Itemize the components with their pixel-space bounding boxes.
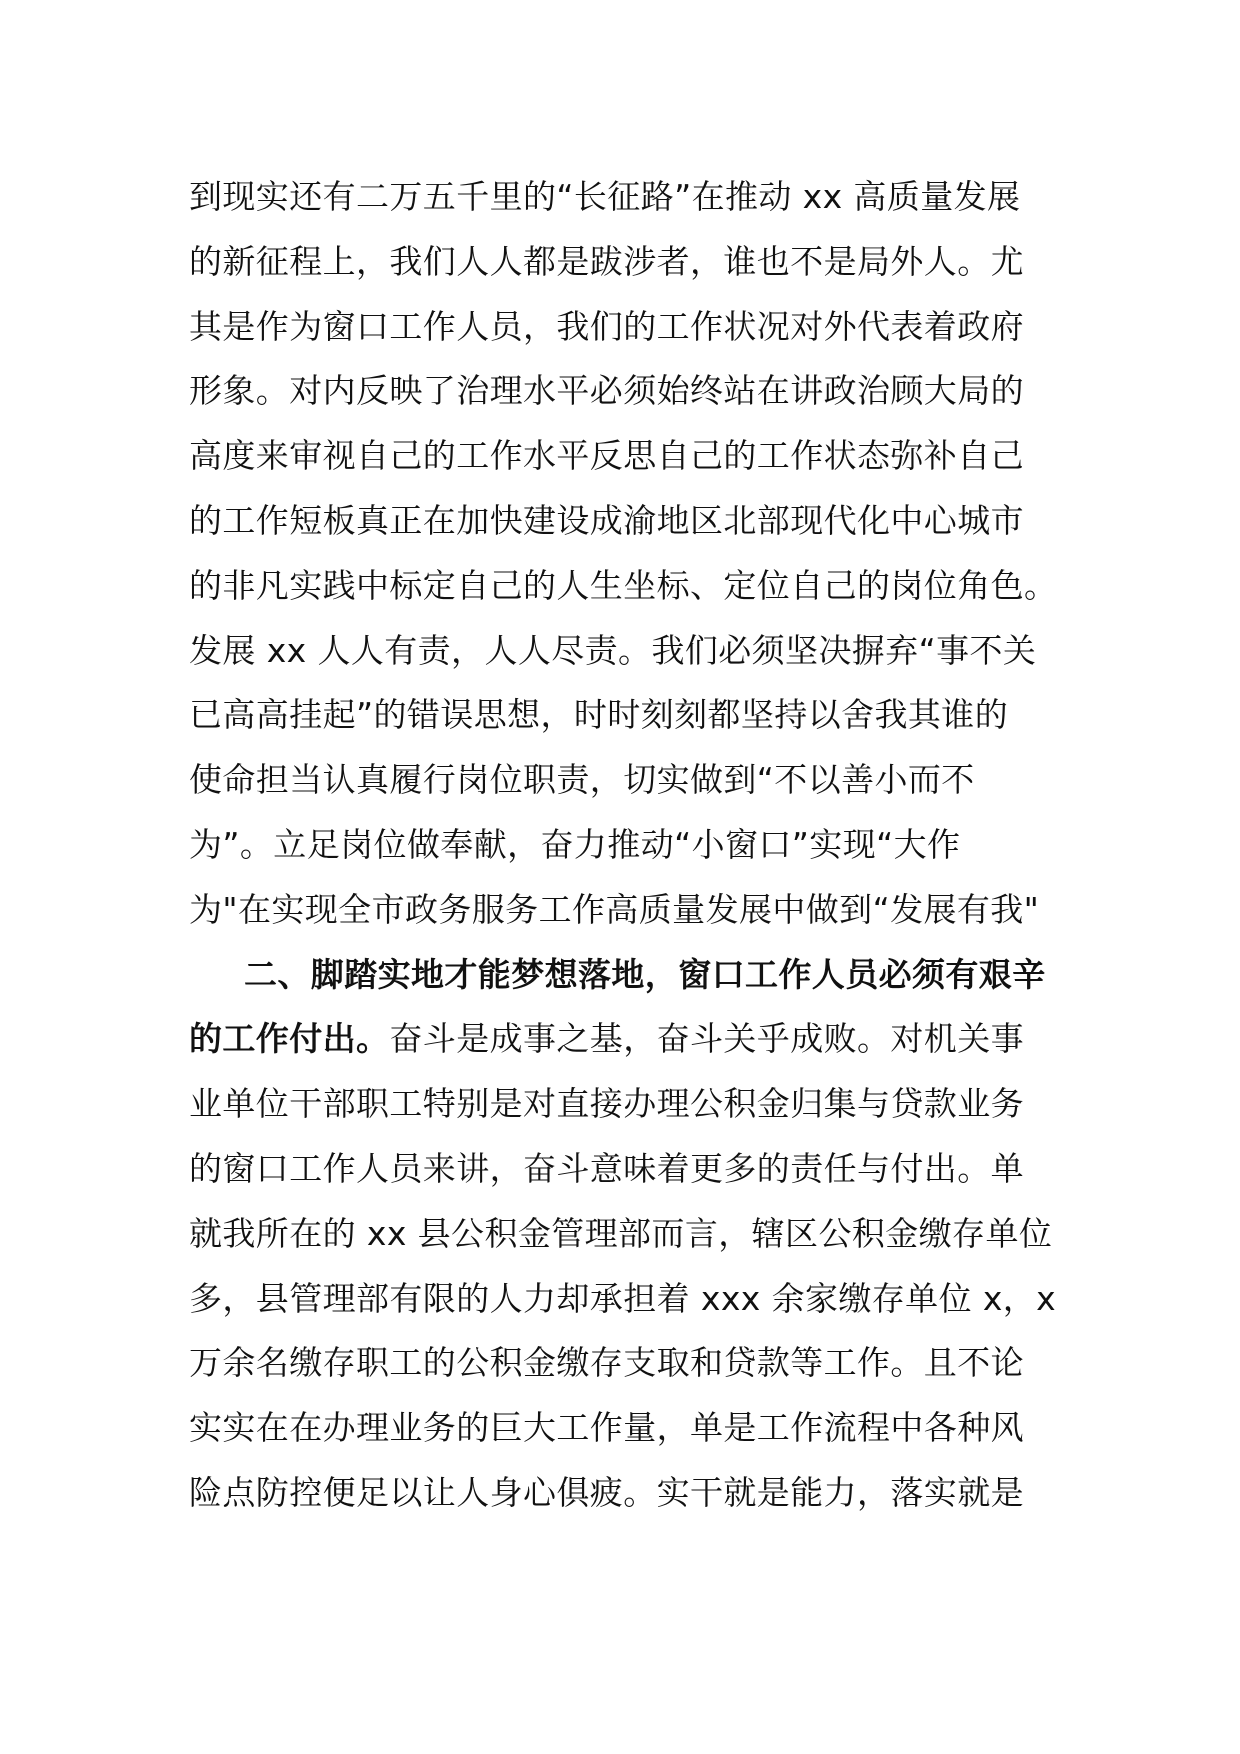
paragraph-line: 为"在实现全市政务服务工作高质量发展中做到“发展有我" <box>189 889 1040 929</box>
paragraph-line: 发展 xx 人人有责，人人尽责。我们必须坚决摒弃“事不关 <box>189 630 1037 670</box>
section-heading-end: 的工作付出。 <box>189 1019 390 1059</box>
paragraph-line: 使命担当认真履行岗位职责，切实做到“不以善小而不 <box>189 760 975 800</box>
paragraph-line: 已高高挂起”的错误思想，时时刻刻都坚持以舍我其谁的 <box>189 695 1009 735</box>
paragraph-line: 的新征程上，我们人人都是跋涉者，谁也不是局外人。尤 <box>189 241 1024 281</box>
paragraph-line: 万余名缴存职工的公积金缴存支取和贷款等工作。且不论 <box>189 1343 1024 1383</box>
paragraph-line: 的非凡实践中标定自己的人生坐标、定位自己的岗位角色。 <box>189 565 1058 605</box>
paragraph-line: 其是作为窗口工作人员，我们的工作状况对外代表着政府 <box>189 306 1024 346</box>
paragraph-line: 的窗口工作人员来讲，奋斗意味着更多的责任与付出。单 <box>189 1148 1024 1188</box>
paragraph-line: 就我所在的 xx 县公积金管理部而言，辖区公积金缴存单位 <box>189 1213 1053 1253</box>
section-line-rest: 奋斗是成事之基，奋斗关乎成败。对机关事 <box>389 1019 1025 1059</box>
paragraph-line: 险点防控便足以让人身心俱疲。实干就是能力，落实就是 <box>189 1472 1024 1512</box>
paragraph-line: 为”。立足岗位做奉献，奋力推动“小窗口”实现“大作 <box>189 824 961 864</box>
paragraph-line: 的工作短板真正在加快建设成渝地区北部现代化中心城市 <box>189 500 1024 540</box>
paragraph-line: 多，县管理部有限的人力却承担着 xxx 余家缴存单位 x，x <box>189 1278 1057 1318</box>
paragraph-line: 到现实还有二万五千里的“长征路”在推动 xx 高质量发展 <box>189 177 1021 216</box>
paragraph-line: 高度来审视自己的工作水平反思自己的工作状态弥补自己 <box>189 436 1024 476</box>
section-heading: 二、脚踏实地才能梦想落地，窗口工作人员必须有艰辛 <box>244 954 1046 994</box>
section-heading-continuation <box>189 1007 1069 1072</box>
paragraph-line: 业单位干部职工特别是对直接办理公积金归集与贷款业务 <box>189 1084 1024 1124</box>
document-body <box>189 165 1069 1526</box>
paragraph-line: 形象。对内反映了治理水平必须始终站在讲政治顾大局的 <box>189 371 1024 411</box>
paragraph-line: 实实在在办理业务的巨大工作量，单是工作流程中各种风 <box>189 1408 1024 1448</box>
